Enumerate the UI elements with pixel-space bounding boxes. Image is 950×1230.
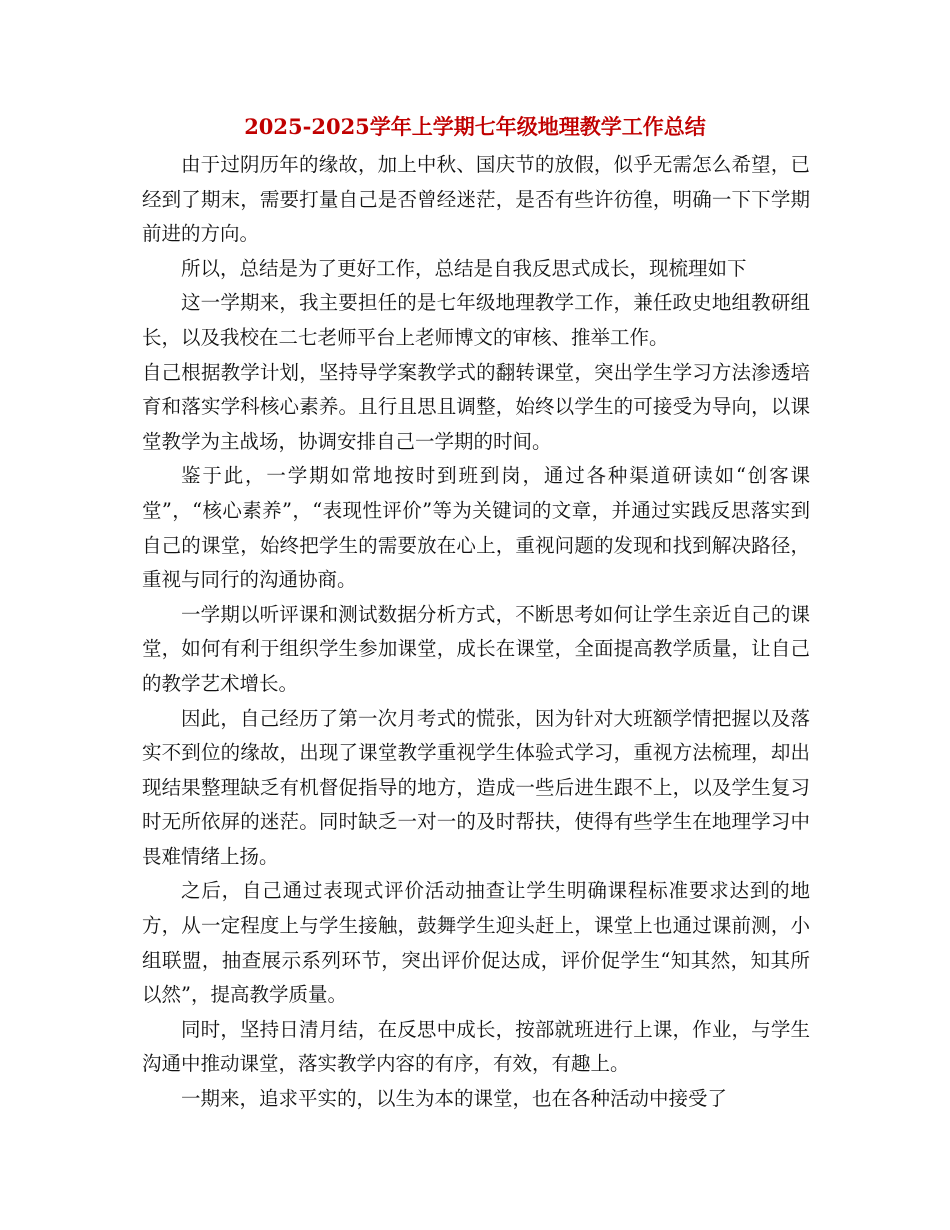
document-title: 2025-2025学年上学期七年级地理教学工作总结 bbox=[244, 114, 706, 139]
paragraph-8: 之后，自己通过表现式评价活动抽查让学生明确课程标准要求达到的地方，从一定程度上与学生接触，鼓舞学生迎头赶上，课堂上也通过课前测，小组联盟，抽查展示系列环节，突出评价促达成，评价促学生“知其然，知其所以然”，提高教学质量。 bbox=[142, 879, 810, 1007]
paragraph-1: 由于过阴历年的缘故，加上中秋、国庆节的放假，似乎无需怎么希望，已经到了期末，需要打量自己是否曾经迷茫，是否有些许彷徨，明确一下下学期前进的方向。 bbox=[142, 153, 810, 246]
paragraph-5: 鉴于此，一学期如常地按时到班到岗，通过各种渠道研读如“创客课堂”，“核心素养”，“表现性评价”等为关键词的文章，并通过实践反思落实到自己的课堂，始终把学生的需要放在心上，重视问题的发现和找到解决路径，重视与同行的沟通协商。 bbox=[142, 464, 810, 592]
document-body bbox=[142, 148, 810, 1117]
paragraph-2: 所以，总结是为了更好工作，总结是自我反思式成长，现梳理如下 bbox=[181, 256, 747, 280]
paragraph-10: 一期来，追求平实的，以生为本的课堂，也在各种活动中接受了 bbox=[181, 1087, 728, 1111]
paragraph-3: 这一学期来，我主要担任的是七年级地理教学工作，兼任政史地组教研组长，以及我校在二七老师平台上老师博文的审核、推举工作。 bbox=[142, 291, 810, 349]
paragraph-7: 因此，自己经历了第一次月考式的慌张，因为针对大班额学情把握以及落实不到位的缘故，出现了课堂教学重视学生体验式学习，重视方法梳理，却出现结果整理缺乏有机督促指导的地方，造成一些后进生跟不上，以及学生复习时无所依屏的迷茫。同时缺乏一对一的及时帮扶，使得有些学生在地理学习中畏难情绪上扬。 bbox=[142, 706, 810, 868]
paragraph-4: 自己根据教学计划，坚持导学案教学式的翻转课堂，突出学生学习方法渗透培育和落实学科核心素养。且行且思且调整，始终以学生的可接受为导向，以课堂教学为主战场，协调安排自己一学期的时间。 bbox=[142, 360, 810, 453]
paragraph-9: 同时，坚持日清月结，在反思中成长，按部就班进行上课，作业，与学生沟通中推动课堂，落实教学内容的有序，有效，有趣上。 bbox=[142, 1017, 810, 1076]
paragraph-6: 一学期以听评课和测试数据分析方式，不断思考如何让学生亲近自己的课堂，如何有利于组织学生参加课堂，成长在课堂，全面提高教学质量，让自己的教学艺术增长。 bbox=[142, 602, 810, 695]
